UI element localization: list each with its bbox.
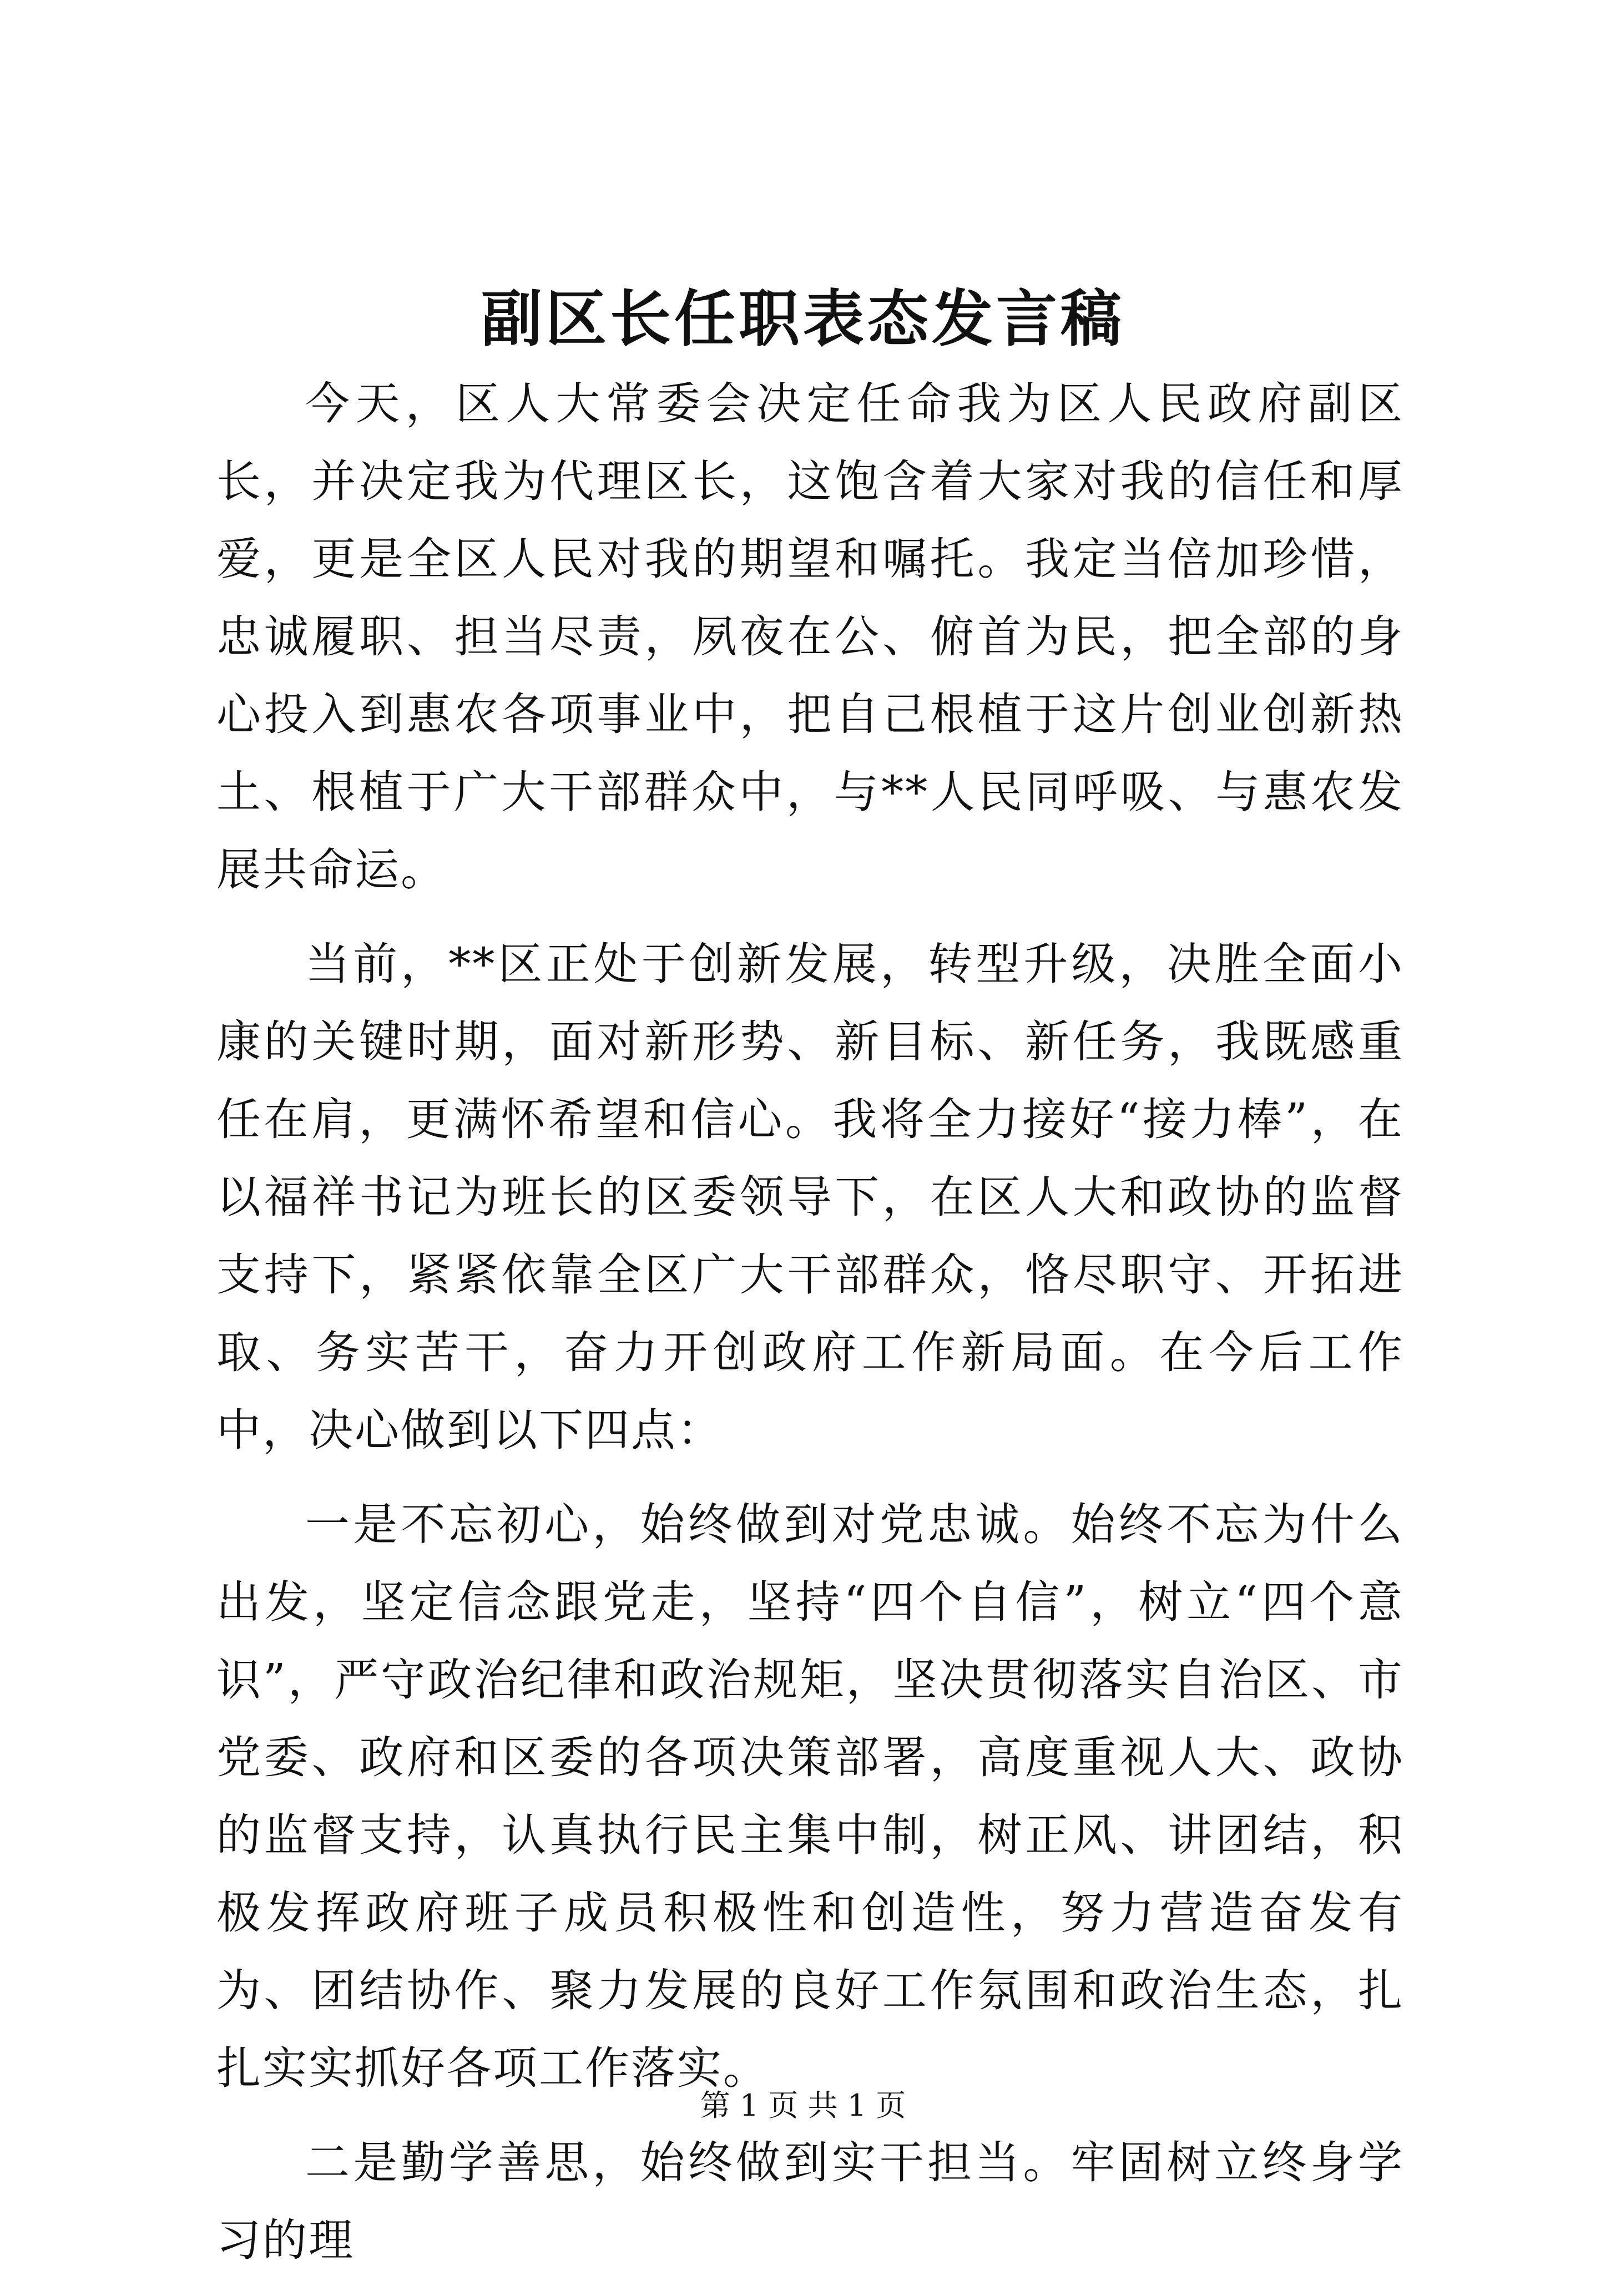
paragraph-3: 一是不忘初心，始终做到对党忠诚。始终不忘为什么出发，坚定信念跟党走，坚持“四个自信”，树立“四个意识”，严守政治纪律和政治规矩，坚决贯彻落实自治区、市党委、政府和区委的各项决策部署，高度重视人大、政协的监督支持，认真执行民主集中制，树正风、讲团结，积极发挥政府班子成员积极性和创造性，努力营造奋发有为、团结协作、聚力发展的良好工作氛围和政治生态，扎扎实实抓好各项工作落实。 bbox=[216, 1499, 1404, 2094]
paragraph-2: 当前，**区正处于创新发展，转型升级，决胜全面小康的关键时期，面对新形势、新目标、新任务，我既感重任在肩，更满怀希望和信心。我将全力接好“接力棒”，在以福祥书记为班长的区委领导下，在区人大和政协的监督支持下，紧紧依靠全区广大干部群众，恪尽职守、开拓进取、务实苦干，奋力开创政府工作新局面。在今后工作中，决心做到以下四点： bbox=[216, 938, 1404, 1456]
document-title: 副区长任职表态发言稿 bbox=[481, 283, 1125, 355]
paragraph-1: 今天，区人大常委会决定任命我为区人民政府副区长，并决定我为代理区长，这饱含着大家对我的信任和厚爱，更是全区人民对我的期望和嘱托。我定当倍加珍惜，忠诚履职、担当尽责，夙夜在公、俯首为民，把全部的身心投入到惠农各项事业中，把自己根植于这片创业创新热土、根植于广大干部群众中，与**人民同呼吸、与惠农发展共命运。 bbox=[216, 378, 1404, 896]
page-footer: 第 1 页 共 1 页 bbox=[700, 2088, 906, 2123]
document-body bbox=[216, 365, 1404, 2296]
paragraph-4: 二是勤学善思，始终做到实干担当。牢固树立终身学习的理 bbox=[216, 2137, 1404, 2266]
